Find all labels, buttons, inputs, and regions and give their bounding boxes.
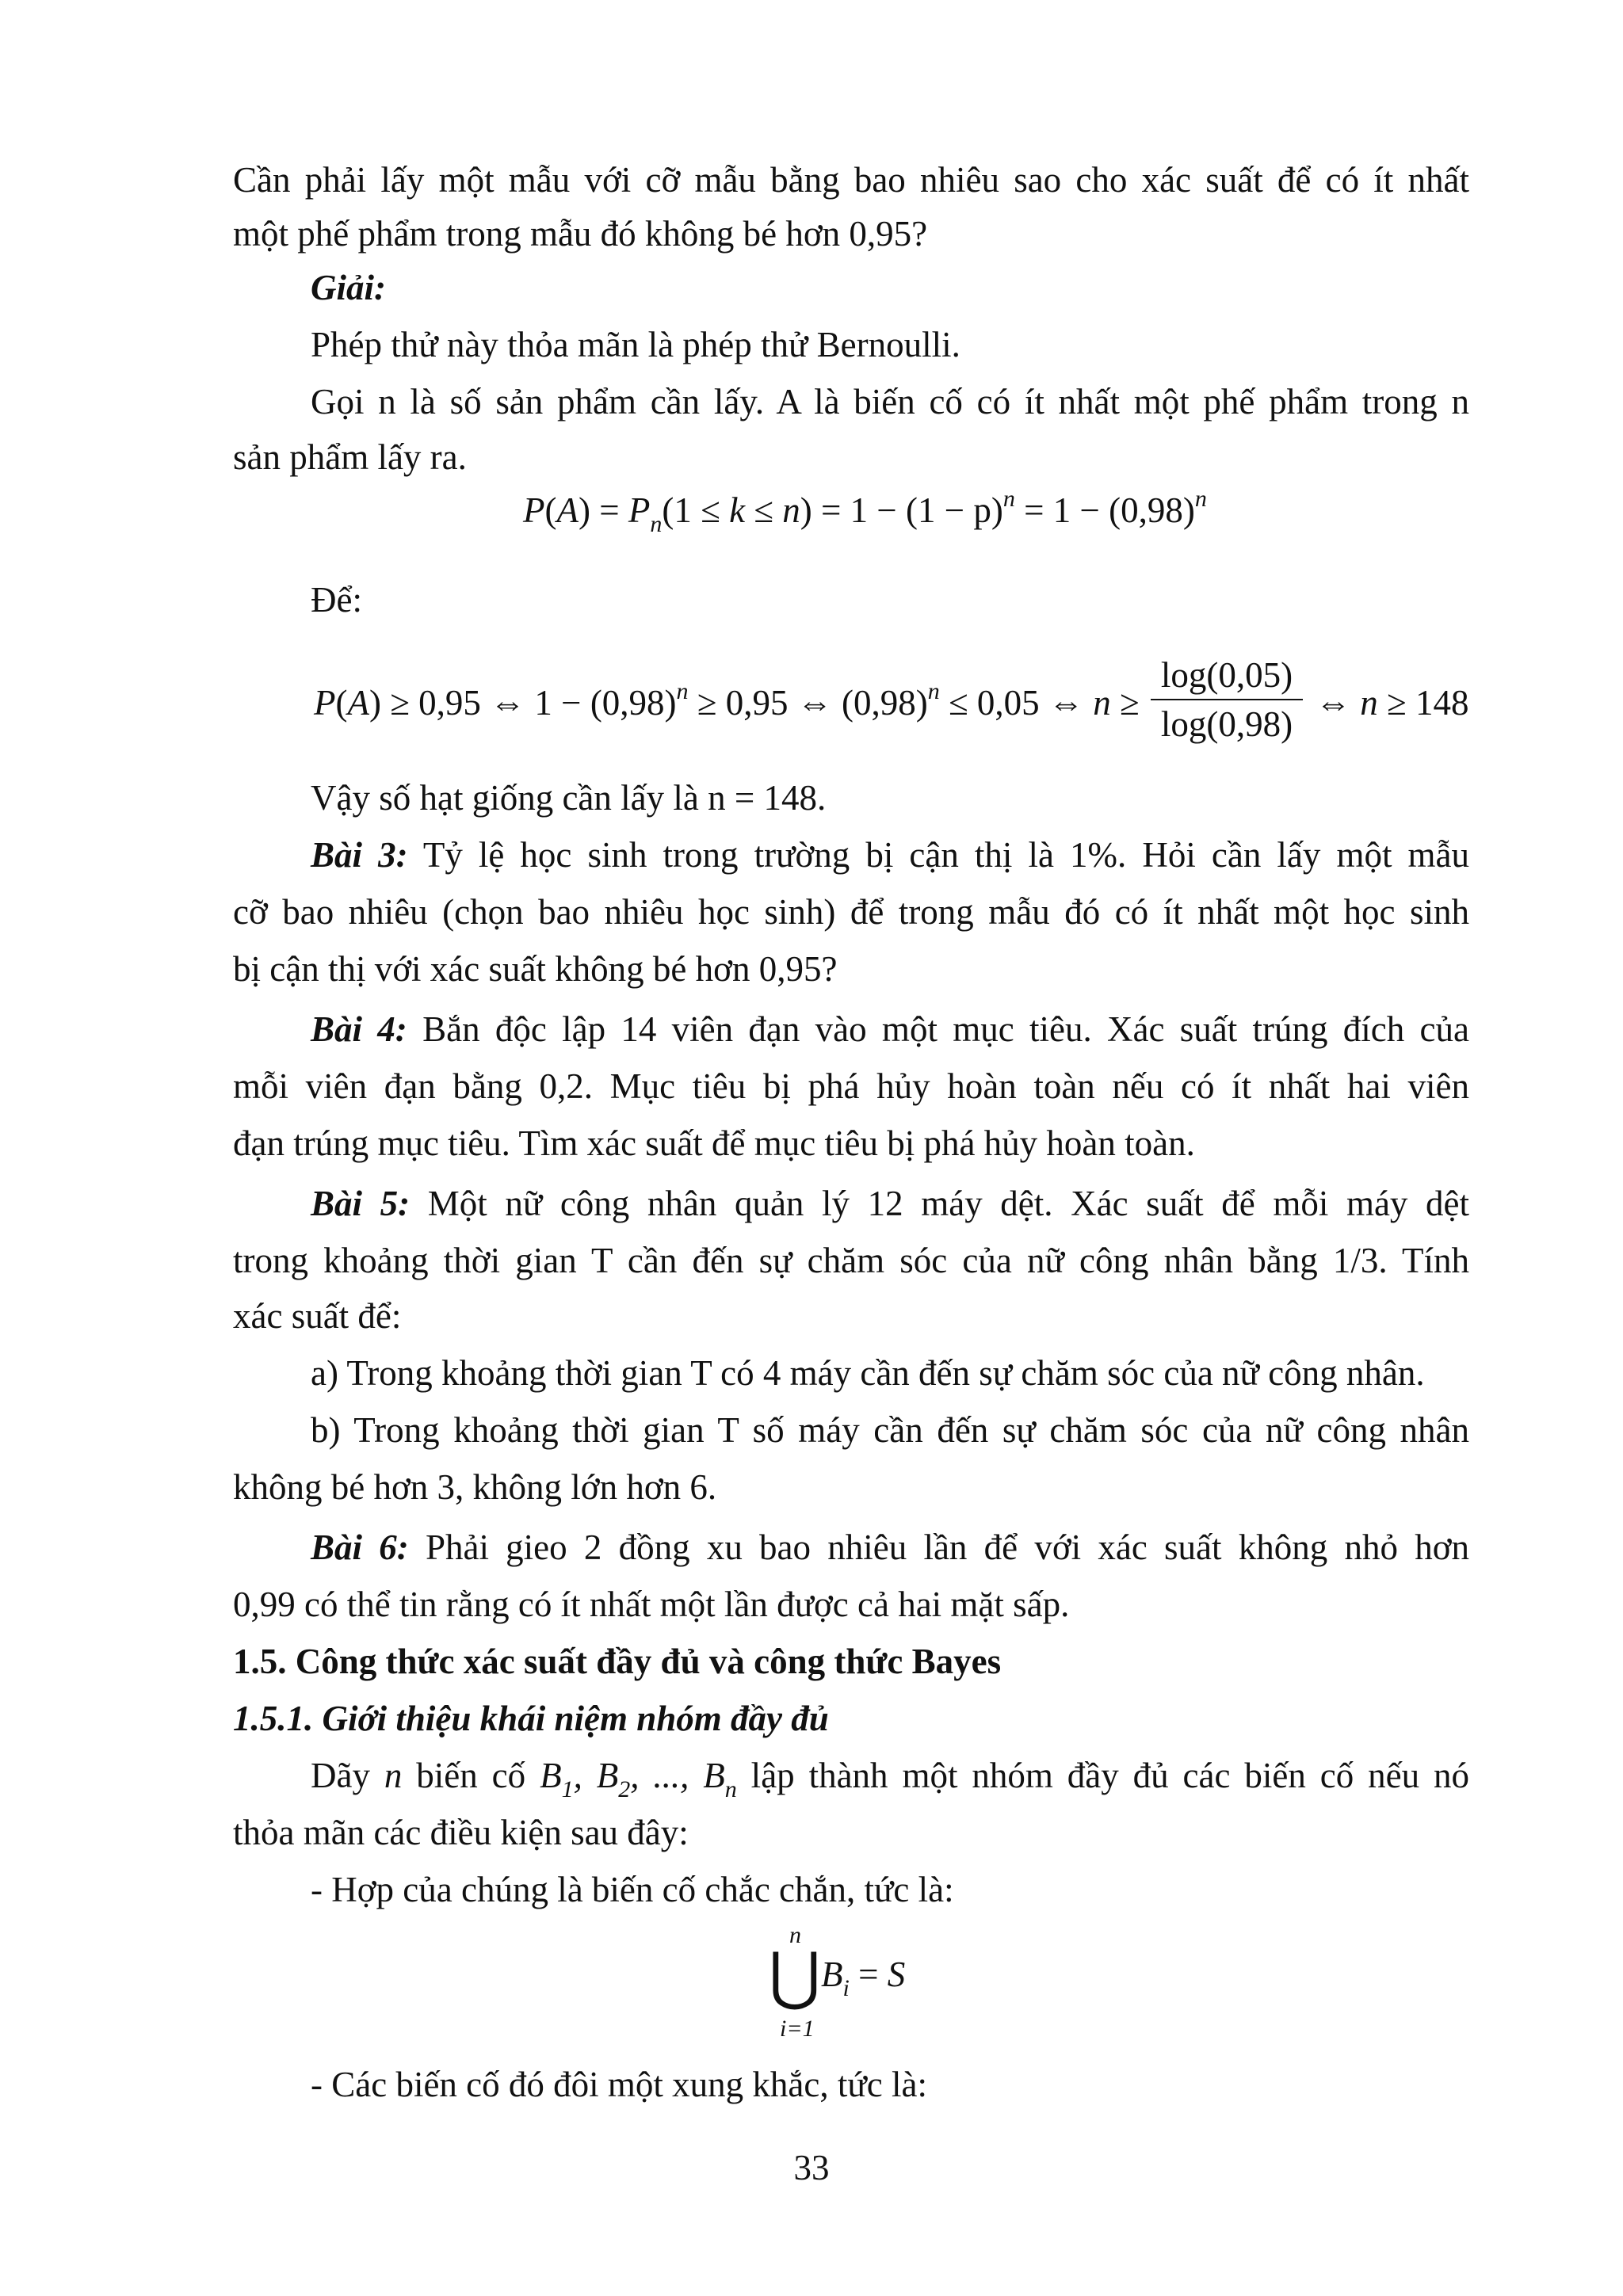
paragraph-line: Để: xyxy=(311,580,362,620)
equation-inequality: P(A) ≥ 0,95 ⇔ $1 - (0,98)^n \ge 0,95$ ⇔ $(0,98)^n \le 0,05$ ⇔ n ≥ xyxy=(314,678,1140,723)
paragraph-line: 0,99 có thể tin rằng có ít nhất một lần được cả hai mặt sấp. xyxy=(233,1585,1070,1624)
paragraph-line: cỡ bao nhiêu (chọn bao nhiêu học sinh) để trong mẫu đó có ít nhất một học sinh xyxy=(233,892,1469,932)
exercise-5-line: Bài 5: Một nữ công nhân quản lý 12 máy dệt. Xác suất để mỗi máy dệt xyxy=(311,1184,1469,1223)
subsection-heading: 1.5.1. Giới thiệu khái niệm nhóm đầy đủ xyxy=(233,1699,829,1738)
paragraph-line: - Hợp của chúng là biến cố chắc chắn, tức là: xyxy=(311,1870,954,1909)
fraction-denominator: log(0,98) xyxy=(1160,704,1293,744)
paragraph-line: bị cận thị với xác suất không bé hơn 0,95? xyxy=(233,949,838,989)
equation-fraction xyxy=(1151,654,1303,745)
paragraph-line: mỗi viên đạn bằng 0,2. Mục tiêu bị phá hủy hoàn toàn nếu có ít nhất hai viên xyxy=(233,1066,1469,1106)
paragraph-line: một phế phẩm trong mẫu đó không bé hơn 0,95? xyxy=(233,214,928,254)
exercise-4-line: Bài 4: Bắn độc lập 14 viên đạn vào một mục tiêu. Xác suất trúng đích của xyxy=(311,1009,1469,1049)
paragraph-line: không bé hơn 3, không lớn hơn 6. xyxy=(233,1467,717,1507)
paragraph-line: - Các biến cố đó đôi một xung khắc, tức là: xyxy=(311,2065,927,2104)
paragraph-line: b) Trong khoảng thời gian T số máy cần đến sự chăm sóc của nữ công nhân xyxy=(311,1410,1469,1450)
fraction-bar xyxy=(1151,699,1303,700)
paragraph-line: Phép thử này thỏa mãn là phép thử Bernoulli. xyxy=(311,325,960,364)
paragraph-line: trong khoảng thời gian T cần đến sự chăm sóc của nữ công nhân bằng 1/3. Tính xyxy=(233,1241,1469,1280)
union-body: $B_i = S$ xyxy=(821,1955,906,2001)
paragraph-line: thỏa mãn các điều kiện sau đây: xyxy=(233,1813,689,1852)
paragraph-line: Cần phải lấy một mẫu với cỡ mẫu bằng bao nhiêu sao cho xác suất để có ít nhất xyxy=(233,160,1469,200)
union-symbol: ⋃ xyxy=(769,1942,821,2012)
solution-heading: Giải: xyxy=(311,268,386,307)
paragraph-line: sản phẩm lấy ra. xyxy=(233,437,467,477)
page-number: 33 xyxy=(793,2148,830,2187)
exercise-6-line: Bài 6: Phải gieo 2 đồng xu bao nhiêu lần để với xác suất không nhỏ hơn xyxy=(311,1527,1469,1567)
union-upper-limit: n xyxy=(789,1922,801,1948)
equation-probability: $P(A) = P_n(1 \le k \le n) = 1 - (1 - p)^n = 1 - (0,98)^n$ xyxy=(523,486,1207,537)
exercise-3-line: Bài 3: Tỷ lệ học sinh trong trường bị cận thị là 1%. Hỏi cần lấy một mẫu xyxy=(311,835,1469,875)
paragraph-line: xác suất để: xyxy=(233,1296,402,1336)
paragraph-line: Gọi n là số sản phẩm cần lấy. A là biến cố có ít nhất một phế phẩm trong n xyxy=(311,382,1469,421)
fraction-numerator: log(0,05) xyxy=(1160,655,1293,695)
paragraph-line: đạn trúng mục tiêu. Tìm xác suất để mục tiêu bị phá hủy hoàn toàn. xyxy=(233,1123,1195,1163)
paragraph-line: Vậy số hạt giống cần lấy là n = 148. xyxy=(311,778,827,818)
paragraph-line: a) Trong khoảng thời gian T có 4 máy cần đến sự chăm sóc của nữ công nhân. xyxy=(311,1353,1425,1393)
section-heading: 1.5. Công thức xác suất đầy đủ và công thức Bayes xyxy=(233,1642,1002,1681)
union-lower-limit: i=1 xyxy=(780,2016,815,2042)
equation-result: ⇔ n ≥ 148 xyxy=(1316,683,1469,723)
definition-line: Dãy n biến cố $B_1$, $B_2$, ..., $B_n$ lập thành một nhóm đầy đủ các biến cố nếu nó xyxy=(311,1756,1470,1802)
